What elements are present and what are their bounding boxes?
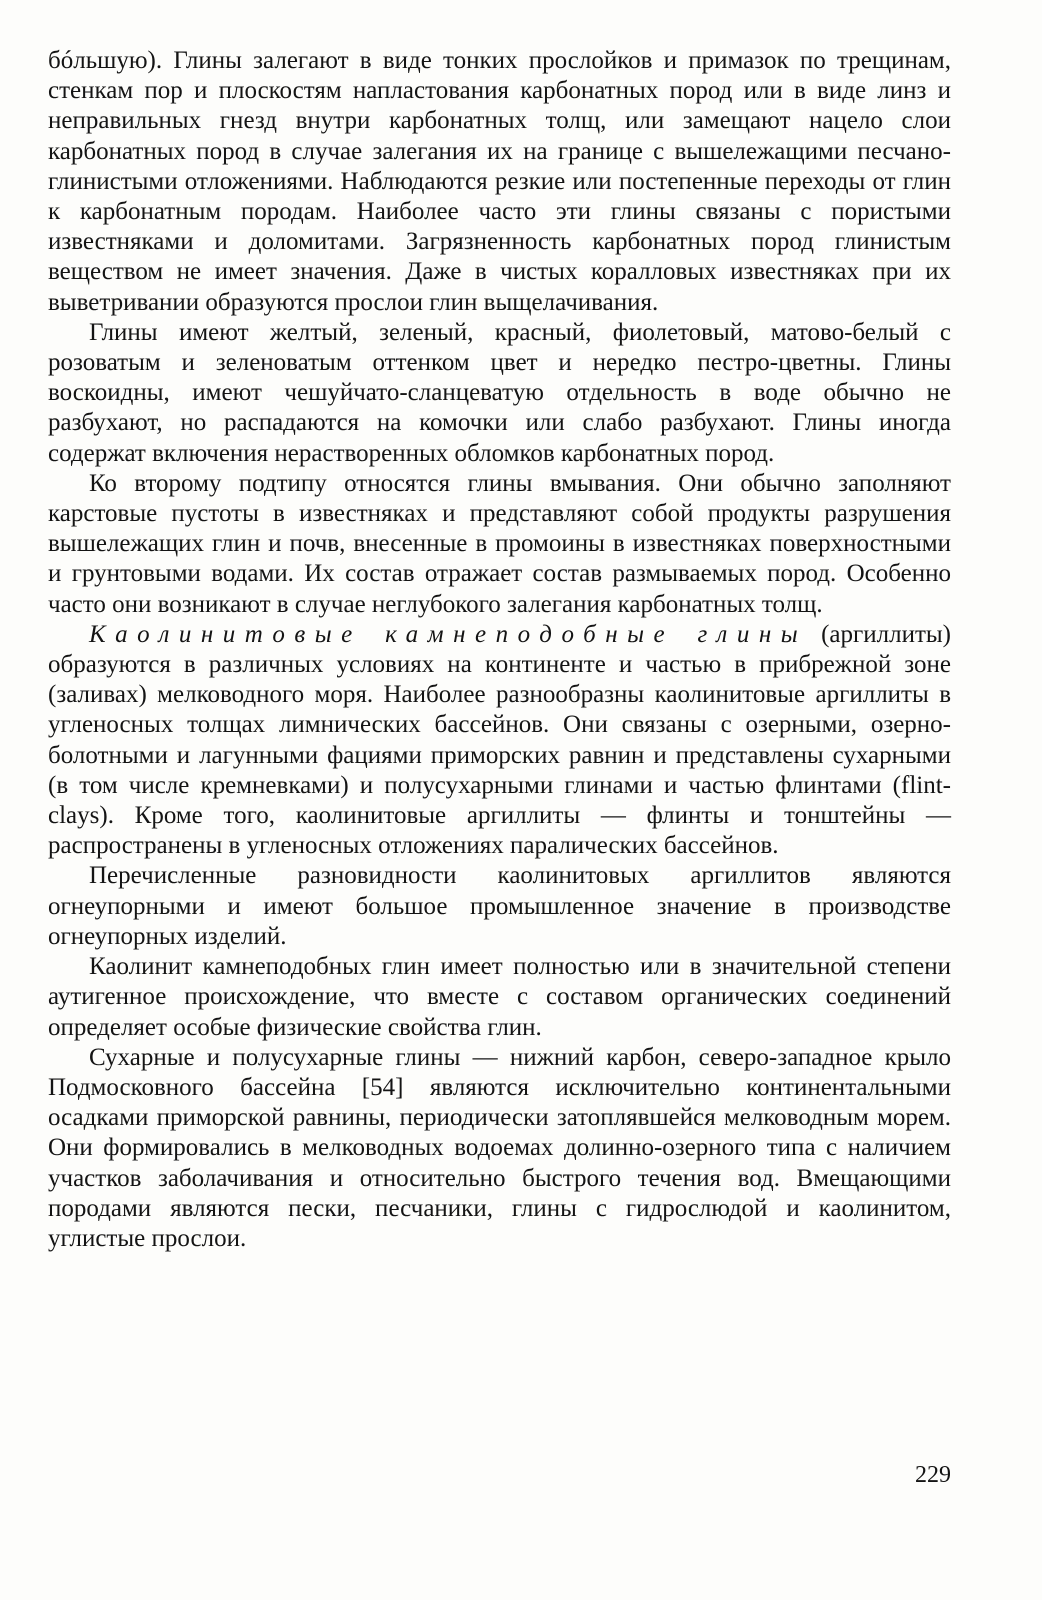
paragraph-5: Перечисленные разновидности каолинитовых аргиллитов являются огнеупорными и имеют большое промышленное значение в производстве огнеупорных изделий. — [48, 862, 951, 950]
paragraph-4-body: (аргиллиты) образуются в различных условиях на континенте и частью в прибрежной зоне (заливах) мелководного моря. Наиболее разнообразны каолинитовые аргиллиты в угленосных толщах лимнических бассейнов. Они связаны с озерными, озерно-болотными и лагунными фациями приморских равнин и представлены сухарными (в том числе кремневками) и полусухарными глинами и частью флинтами (flint-clays). Кроме того, каолинитовые аргиллиты — флинты и тонштейны — распространены в угленосных отложениях паралических бассейнов. — [48, 620, 951, 860]
paragraph-3: Ко второму подтипу относятся глины вмывания. Они обычно заполняют карстовые пустоты в известняках и представляют собой продукты разрушения вышележащих глин и почв, внесенные в промоины в известняках поверхностными и грунтовыми водами. Их состав отражает состав размываемых пород. Особенно часто они возникают в случае неглубокого залегания карбонатных толщ. — [48, 469, 951, 618]
paragraph-1: бóльшую). Глины залегают в виде тонких прослойков и примазок по трещинам, стенкам пор и плоскостям напластования карбонатных пород или в виде линз и неправильных гнезд внутри карбонатных толщ, или замещают нацело слои карбонатных пород в случае залегания их на границе с вышележащими песчано-глинистыми отложениями. Наблюдаются резкие или постепенные переходы от глин к карбонатным породам. Наиболее часто эти глины связаны с пористыми известняками и доломитами. Загрязненность карбонатных пород глинистым веществом не имеет значения. Даже в чистых коралловых известняках при их выветривании образуются прослои глин выщелачивания. — [48, 47, 951, 316]
paragraph-7: Сухарные и полусухарные глины — нижний карбон, северо-западное крыло Подмосковного бассейна [54] являются исключительно континентальными осадками приморской равнины, периодически затоплявшейся мелководным морем. Они формировались в мелководных водоемах долинно-озерного типа с наличием участков заболачивания и относительно быстрого течения вод. Вмещающими породами являются пески, песчаники, глины с гидрослюдой и каолинитом, углистые прослои. — [48, 1043, 951, 1252]
page-number: 229 — [915, 1462, 951, 1488]
paragraph-2: Глины имеют желтый, зеленый, красный, фиолетовый, матово-белый с розоватым и зеленоватым оттенком цвет и нередко пестро-цветны. Глины воскоидны, имеют чешуйчато-сланцеватую отдельность в воде обычно не разбухают, но распадаются на комочки или слабо разбухают. Глины иногда содержат включения нерастворенных обломков карбонатных пород. — [48, 318, 951, 467]
paragraph-6: Каолинит камнеподобных глин имеет полностью или в значительной степени аутигенное происхождение, что вместе с составом органических соединений определяет особые физические свойства глин. — [48, 953, 951, 1041]
paragraph-4 — [48, 620, 951, 862]
spaced-heading: Каолинитовые камнеподобные глины — [89, 620, 808, 648]
body-text — [48, 46, 951, 1254]
